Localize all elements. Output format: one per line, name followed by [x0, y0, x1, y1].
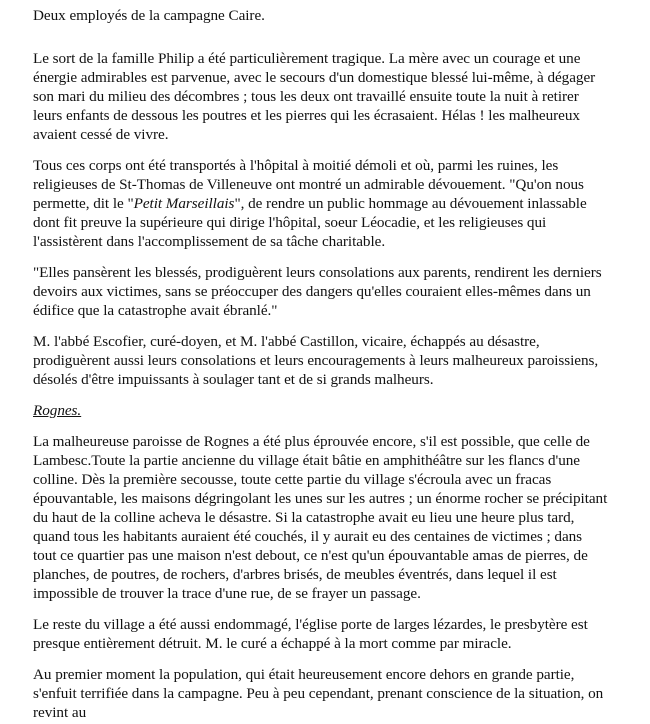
- text-line: M. l'abbé Escofier, curé-doyen, et M. l'abbé Castillon, vicaire, échappés au désastre,: [33, 333, 540, 350]
- text-line: Le sort de la famille Philip a été particulièrement tragique. La mère avec un courage et une: [33, 50, 581, 67]
- text-line: colline. Dès la première secousse, toute cette partie du village s'écroula avec un fracas: [33, 471, 552, 488]
- text-line: Au premier moment la population, qui était heureusement encore dehors en grande partie,: [33, 666, 575, 683]
- text-line: Le reste du village a été aussi endommagé, l'église porte de larges lézardes, le presbytère est: [33, 616, 588, 633]
- text-line: revint au: [33, 704, 87, 721]
- text-line: La malheureuse paroisse de Rognes a été plus éprouvée encore, s'il est possible, que celle de: [33, 433, 590, 450]
- text-line-with-italic: [33, 194, 587, 214]
- text-line: leurs enfants de dessous les poutres et les pierres qui les écrasaient. Hélas ! les malheureux: [33, 107, 580, 124]
- text-line: énergie admirables est parvenue, avec le secours d'un domestique blessé lui-même, à dégager: [33, 69, 596, 86]
- text-line: quand tous les habitants auraient été couchés, il y aurait eu des centaines de victimes ; dans: [33, 528, 583, 545]
- section-heading-rognes: Rognes.: [33, 402, 82, 419]
- text-segment: ", de rendre un public hommage au dévouement inlassable: [234, 195, 587, 212]
- text-line: son mari du milieu des décombres ; tous les deux ont travaillé ensuite toute la nuit à retirer: [33, 88, 579, 105]
- text-line: planches, de poutres, de rochers, d'arbres brisés, de meubles éventrés, dans lequel il est: [33, 566, 557, 583]
- text-line: du haut de la colline acheva le désastre. Si la catastrophe avait eu lieu une heure plus tard,: [33, 509, 575, 526]
- text-segment: permette, dit le ": [33, 195, 134, 212]
- text-line: avaient cessé de vivre.: [33, 126, 169, 143]
- text-line: édifice que la catastrophe avait ébranlé.": [33, 302, 278, 319]
- text-line: presque entièrement détruit. M. le curé a échappé à la mort comme par miracle.: [33, 635, 512, 652]
- text-line: prodiguèrent aussi leurs consolations et leurs encouragements à leurs malheureux paroissiens,: [33, 352, 599, 369]
- text-line: Lambesc.Toute la partie ancienne du village était bâtie en amphithéâtre sur les flancs d'une: [33, 452, 580, 469]
- text-line: religieuses de St-Thomas de Villeneuve ont montré un admirable dévouement. "Qu'on nous: [33, 176, 584, 193]
- text-line: Tous ces corps ont été transportés à l'hôpital à moitié démoli et où, parmi les ruines, les: [33, 157, 559, 174]
- text-line: dont fit preuve la supérieure qui dirige l'hôpital, soeur Léocadie, et les religieuses qui: [33, 214, 547, 231]
- text-line: tout ce quartier pas une maison n'est debout, ce n'est qu'un épouvantable amas de pierres, de: [33, 547, 588, 564]
- intro-line: Deux employés de la campagne Caire.: [33, 7, 265, 24]
- text-line: l'assistèrent dans l'accomplissement de sa tâche charitable.: [33, 233, 386, 250]
- text-line: impossible de trouver la trace d'une rue, de se frayer un passage.: [33, 585, 421, 602]
- text-line: "Elles pansèrent les blessés, prodiguèrent leurs consolations aux parents, rendirent les derniers: [33, 264, 602, 281]
- text-line: devoirs aux victimes, sans se préoccuper des dangers qu'elles couraient elles-mêmes dans un: [33, 283, 591, 300]
- text-line: s'enfuit terrifiée dans la campagne. Peu à peu cependant, prenant conscience de la situation, on: [33, 685, 604, 702]
- text-line: désolés d'être impuissants à soulager tant et de si grands malheurs.: [33, 371, 434, 388]
- newspaper-title: Petit Marseillais: [133, 195, 235, 212]
- text-line: épouvantable, les maisons dégringolant les unes sur les autres ; un énorme rocher se précipitant: [33, 490, 608, 507]
